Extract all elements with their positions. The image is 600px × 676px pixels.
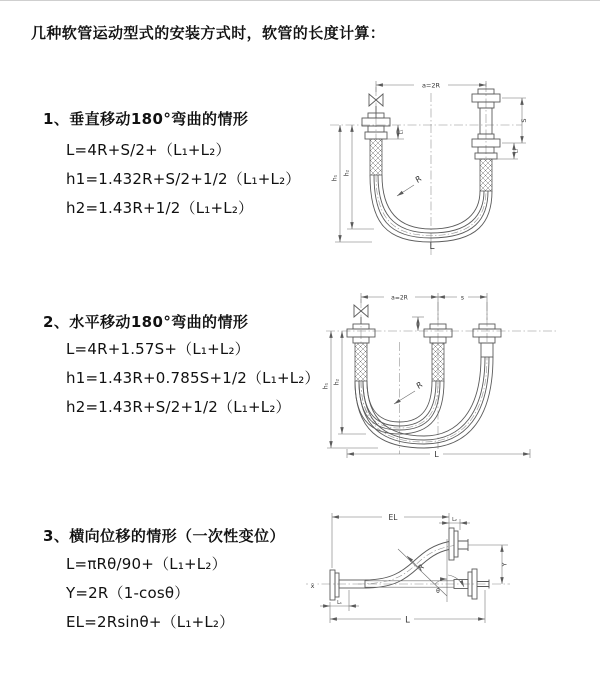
diagram-lateral-displacement (302, 504, 532, 644)
section-3-formula-l: L=πRθ/90+（L₁+L₂） (66, 555, 227, 573)
dim-label-h1: h₁ (331, 174, 339, 182)
section-1-heading: 1、垂直移动180°弯曲的情形 (43, 110, 249, 128)
section-2-formula-h2: h2=1.43R+S/2+1/2（L₁+L₂） (66, 398, 291, 416)
hose-straight-position (365, 581, 454, 587)
dim-label-l1: L₁ (398, 129, 405, 135)
dim-label-width: a=2R (391, 294, 408, 302)
section-2-formula-l: L=4R+1.57S+（L₁+L₂） (66, 340, 250, 358)
dim-radius (397, 174, 424, 196)
left-braided-hose (355, 343, 367, 381)
section-1-formula-l: L=4R+S/2+（L₁+L₂） (66, 141, 231, 159)
valve-icon (369, 94, 383, 118)
dim-label-l2: L₂ (452, 517, 457, 523)
dim-label-theta: θ (436, 588, 440, 595)
dim-stroke-s (502, 98, 528, 143)
section-3-heading: 3、横向位移的情形（一次性变位） (43, 527, 285, 545)
dim-label-length: L (429, 242, 435, 252)
dim-label-length: L (405, 615, 410, 626)
dim-label-h2: h₂ (333, 378, 341, 386)
left-flange (330, 570, 365, 600)
dim-label-length: L (434, 450, 439, 459)
right-braided-hose (480, 159, 492, 191)
dim-label-h2: h₂ (343, 169, 351, 177)
right-flange-displaced (449, 528, 468, 560)
dim-label-r: R (416, 562, 427, 573)
dim-y (468, 545, 509, 584)
dim-label-el: EL (388, 513, 398, 522)
section-3-formula-y: Y=2R（1-cosθ） (66, 584, 190, 602)
dim-length (330, 590, 485, 626)
middle-braided-hose (432, 343, 444, 381)
dim-label-l1: L₁ (337, 600, 342, 606)
dim-l1 (320, 590, 359, 611)
dim-h1 (323, 331, 379, 448)
section-1-formula-h1: h1=1.432R+S/2+1/2（L₁+L₂） (66, 170, 301, 188)
dim-l2 (494, 143, 520, 159)
hose-u-displaced (355, 357, 493, 448)
dim-label-r: R (414, 380, 425, 391)
dim-shift-s (438, 294, 487, 302)
diagram-horizontal-180-bend (318, 284, 578, 459)
dim-l2 (439, 517, 470, 530)
dim-length (347, 449, 530, 459)
dim-el (332, 513, 449, 569)
dim-h2 (344, 125, 375, 229)
dim-label-shift: s (460, 294, 465, 302)
dim-label-s: S (520, 118, 528, 123)
section-1-formula-h2: h2=1.43R+1/2（L₁+L₂） (66, 199, 254, 217)
section-3-formula-el: EL=2Rsinθ+（L₁+L₂） (66, 613, 235, 631)
section-2-heading: 2、水平移动180°弯曲的情形 (43, 313, 249, 331)
dim-label-width: a=2R (421, 81, 441, 90)
dim-label-y: Y (500, 562, 509, 567)
dim-label-h1: h₁ (322, 382, 330, 390)
page-title: 几种软管运动型式的安装方式时，软管的长度计算： (31, 24, 386, 42)
diagram-vertical-180-bend (318, 73, 533, 258)
left-braided-hose (370, 139, 382, 175)
dim-label-r: R (413, 174, 424, 185)
dim-fitting-middle (412, 317, 424, 331)
axis-mark: x̄ (310, 582, 315, 590)
section-2-formula-h1: h1=1.43R+0.785S+1/2（L₁+L₂） (66, 369, 320, 387)
dim-width (376, 81, 486, 92)
dim-radius (394, 380, 425, 404)
dim-label-l2: L₂ (513, 148, 520, 154)
